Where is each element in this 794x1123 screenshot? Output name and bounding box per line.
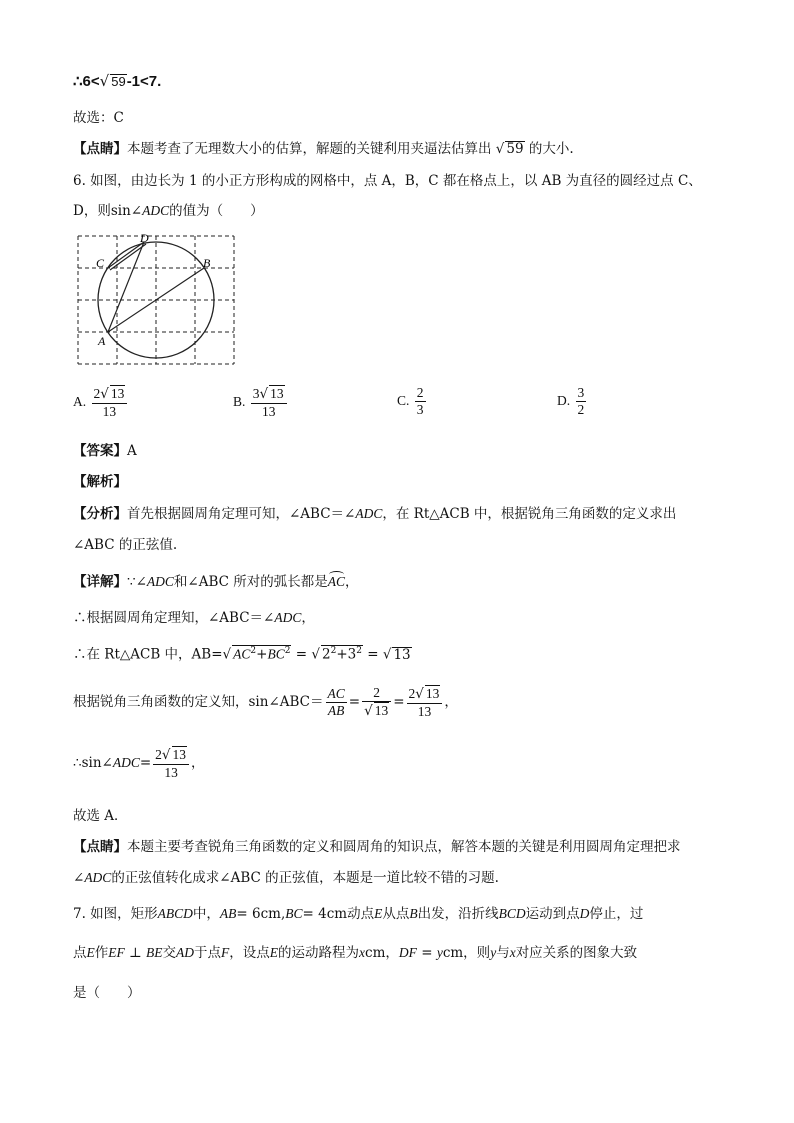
q6-figure (70, 228, 240, 370)
q7-line1: 7. 如图，矩形ABCD中，AB= 6cm,BC= 4cm动点E从点B出发，沿折线BCD运动到点D停止，过 (73, 906, 644, 922)
option-c[interactable]: C. $\frac{2}{3}$ (397, 385, 424, 417)
q6-detail5: ∴sin∠ADC= $\frac{2√ 13}{13}$ ， (73, 747, 205, 780)
label-c: C (96, 256, 105, 270)
label-d: D (140, 231, 149, 245)
option-a[interactable]: A. $\frac{2√ 13}{13}$ (73, 385, 129, 419)
q7-line2: 点E作EF ⊥ BE交AD于点F，设点E的运动路程为xcm，DF = ycm，则y与x对应关系的图象大致 (73, 945, 638, 961)
q6-remark-line2: ∠ADC的正弦值转化成求∠ABC 的正弦值，本题是一道比较不错的习题. (73, 870, 499, 886)
q6-choose: 故选 A． (73, 808, 128, 824)
label-a: A (98, 334, 106, 348)
q6-fenxi: 【分析】首先根据圆周角定理可知，∠ABC＝∠ADC，在 Rt△ACB 中，根据锐角三角函数的定义求出 (73, 506, 677, 522)
q6-answer: 【答案】A (73, 443, 137, 459)
option-b[interactable]: B. $\frac{3√ 13}{13}$ (233, 385, 289, 419)
q6-detail2: ∴根据圆周角定理知，∠ABC＝∠ADC， (73, 610, 315, 626)
q6-detail4: 根据锐角三角函数的定义知，sin∠ABC＝ $\frac{AC}{AB}$ = $\frac{2}{√ 13}$ = $\frac{2√ 13}{13}$ ， (73, 685, 458, 719)
label-b: B (203, 256, 211, 270)
q5-remark: 【点睛】本题考查了无理数大小的估算，解题的关键利用夹逼法估算出 √ 59 的大小. (73, 141, 574, 157)
option-d[interactable]: D. $\frac{3}{2}$ (557, 385, 585, 417)
q6-fenxi-line2: ∠ABC 的正弦值. (73, 537, 178, 553)
q6-remark-line1: 【点睛】本题主要考查锐角三角函数的定义和圆周角的知识点，解答本题的关键是利用圆周角定理把求 (73, 839, 681, 855)
q5-choose: 故选：C (73, 110, 124, 126)
q6-analysis-tag: 【解析】 (73, 474, 127, 490)
q5-conclusion: ∴6<√ 59-1<7. (73, 72, 162, 90)
q6-stem-line1: 6. 如图，由边长为 1 的小正方形构成的网格中，点 A，B，C 都在格点上，以 AB 为直径的圆经过点 C、 (73, 173, 702, 189)
q7-line3: 是（ ） (73, 985, 141, 1001)
q6-stem-line2: D，则sin∠ADC的值为（ ） (73, 203, 264, 219)
q6-detail1: 【详解】∵∠ADC和∠ABC 所对的弧长都是AC， (73, 574, 359, 590)
q6-detail3: ∴在 Rt△ACB 中，AB=√ $AC^2+BC^2$ = √ $2^2+3^2$ = √ 13 (73, 646, 411, 663)
